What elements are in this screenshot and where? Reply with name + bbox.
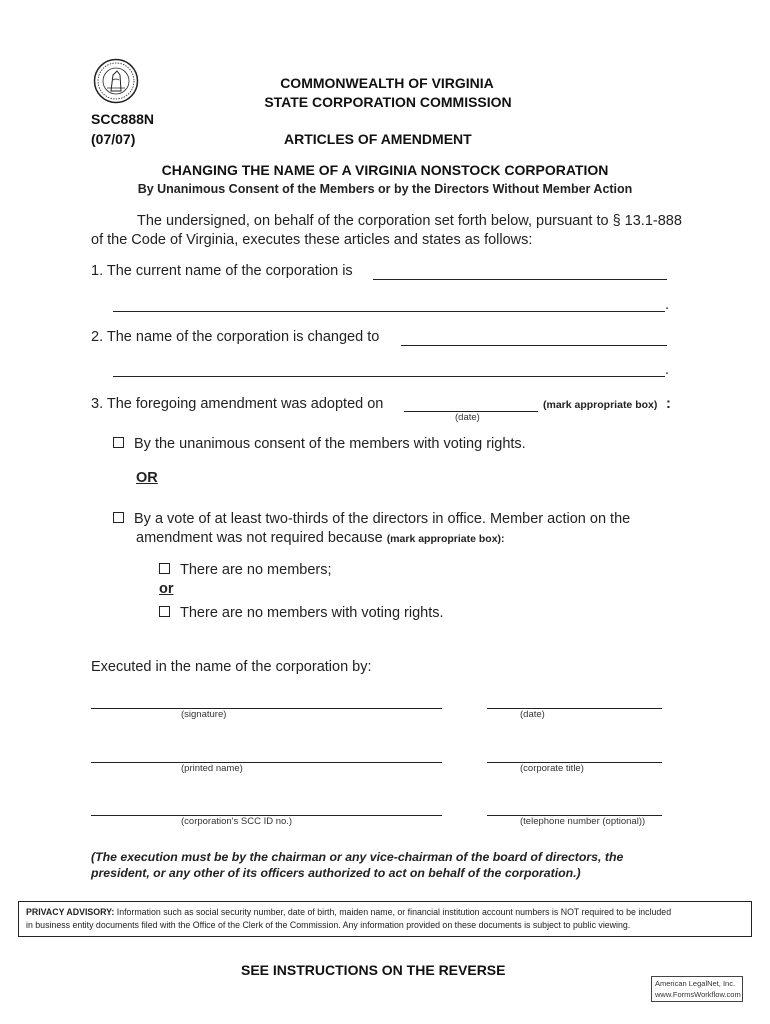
form-number: SCC888N bbox=[91, 111, 155, 127]
option-no-voting[interactable] bbox=[159, 605, 444, 621]
option-members-text: By the unanimous consent of the members with voting rights. bbox=[134, 436, 526, 452]
option-directors-line2: amendment was not required because bbox=[136, 530, 383, 546]
execution-heading: Executed in the name of the corporation by: bbox=[91, 659, 372, 675]
signature-field[interactable] bbox=[91, 708, 442, 709]
checkbox-icon[interactable] bbox=[113, 512, 124, 523]
instructions-note: SEE INSTRUCTIONS ON THE REVERSE bbox=[241, 962, 506, 978]
credit-box bbox=[651, 976, 743, 1002]
scc-id-label: (corporation's SCC ID no.) bbox=[181, 816, 293, 827]
credit-line2: www.FormsWorkflow.com bbox=[655, 990, 741, 999]
printed-name-field[interactable] bbox=[91, 762, 442, 763]
privacy-text2: in business entity documents filed with the Office of the Clerk of the Commission. Any information provided on these documents is subject to public viewing. bbox=[26, 920, 631, 930]
checkbox-icon[interactable] bbox=[159, 606, 170, 617]
checkbox-icon[interactable] bbox=[159, 563, 170, 574]
option-no-members-text: There are no members; bbox=[180, 562, 332, 578]
item2-period: . bbox=[665, 362, 670, 378]
corporate-title-label: (corporate title) bbox=[520, 763, 584, 774]
item1-period: . bbox=[665, 297, 670, 313]
current-name-field-2[interactable] bbox=[113, 311, 665, 312]
item3-label: 3. The foregoing amendment was adopted on bbox=[91, 396, 384, 412]
option-directors[interactable] bbox=[113, 511, 630, 527]
or-upper: OR bbox=[136, 470, 158, 486]
intro-line1: The undersigned, on behalf of the corporation set forth below, pursuant to § 13.1-888 bbox=[137, 213, 682, 229]
header-commission: STATE CORPORATION COMMISSION bbox=[264, 94, 512, 110]
item2-label: 2. The name of the corporation is changed to bbox=[91, 329, 380, 345]
date-label: (date) bbox=[455, 412, 480, 423]
header-line1-pos bbox=[252, 75, 522, 91]
signature-label: (signature) bbox=[181, 709, 227, 720]
option-members[interactable] bbox=[113, 436, 526, 452]
item3-colon: : bbox=[666, 396, 671, 412]
privacy-text1: Information such as social security number, date of birth, maiden name, or financial institution account numbers is NOT required to be included bbox=[114, 907, 672, 917]
form-date: (07/07) bbox=[91, 131, 136, 147]
execution-note-line2: president, or any other of its officers authorized to act on behalf of the corporation.) bbox=[91, 866, 581, 880]
telephone-label: (telephone number (optional)) bbox=[520, 816, 646, 827]
form-title: ARTICLES OF AMENDMENT bbox=[284, 131, 472, 147]
signature-date-label: (date) bbox=[520, 709, 545, 720]
item3-mark: (mark appropriate box) bbox=[543, 399, 658, 411]
subtitle: CHANGING THE NAME OF A VIRGINIA NONSTOCK CORPORATION bbox=[161, 162, 609, 178]
or-lower: or bbox=[159, 581, 174, 597]
option-no-voting-text: There are no members with voting rights. bbox=[180, 605, 444, 621]
header-commonwealth: COMMONWEALTH OF VIRGINIA bbox=[280, 75, 494, 91]
intro-line2: of the Code of Virginia, executes these articles and states as follows: bbox=[91, 232, 533, 248]
new-name-field-2[interactable] bbox=[113, 376, 665, 377]
privacy-label: PRIVACY ADVISORY: bbox=[26, 907, 115, 917]
printed-name-label: (printed name) bbox=[181, 763, 243, 774]
new-name-field[interactable] bbox=[401, 345, 667, 346]
option-directors-text: By a vote of at least two-thirds of the directors in office. Member action on the bbox=[134, 511, 631, 527]
subtitle2: By Unanimous Consent of the Members or by the Directors Without Member Action bbox=[137, 182, 633, 196]
execution-note-line1: (The execution must be by the chairman or any vice-chairman of the board of directors, the bbox=[91, 850, 624, 864]
option-directors-mark: (mark appropriate box): bbox=[386, 533, 505, 545]
checkbox-icon[interactable] bbox=[113, 437, 124, 448]
credit-line1: American LegalNet, Inc. bbox=[655, 979, 736, 988]
signature-date-field[interactable] bbox=[487, 708, 662, 709]
current-name-field[interactable] bbox=[373, 279, 667, 280]
item1-label: 1. The current name of the corporation is bbox=[91, 263, 353, 279]
privacy-advisory bbox=[18, 901, 752, 937]
option-no-members[interactable] bbox=[159, 562, 332, 578]
virginia-seal-icon bbox=[93, 58, 139, 104]
